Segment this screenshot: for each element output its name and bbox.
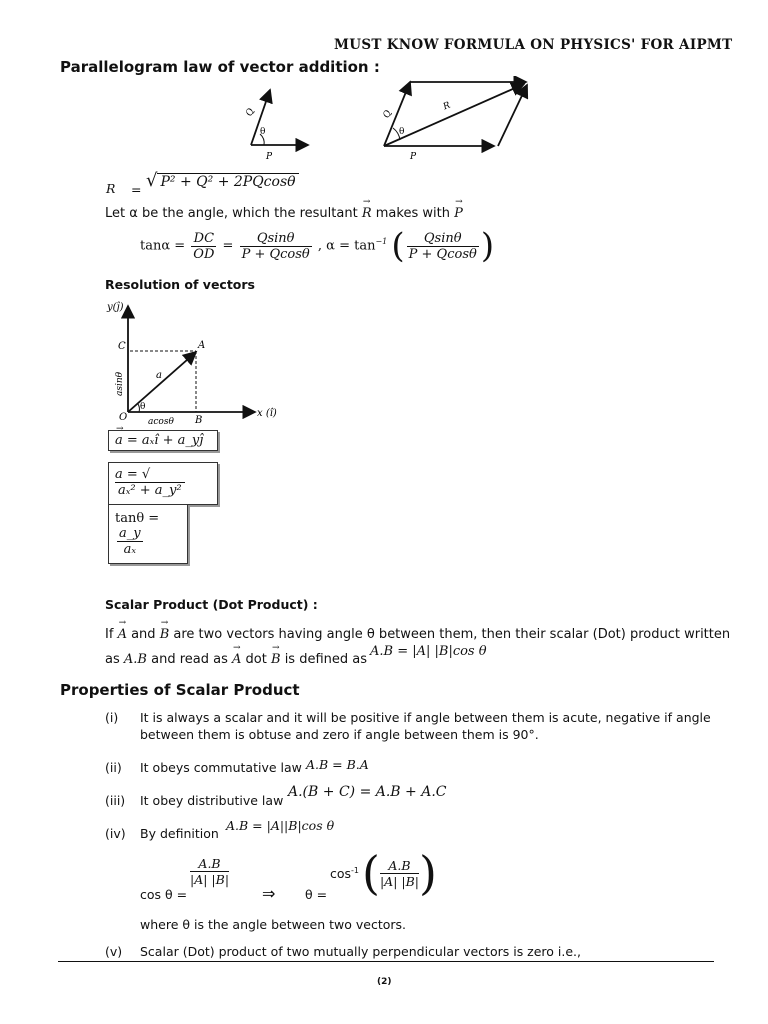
vector-b-2: B → <box>271 652 281 667</box>
parallelogram-heading: Parallelogram law of vector addition : <box>60 58 380 76</box>
property-iv-text: By definition <box>140 826 219 841</box>
resolution-heading: Resolution of vectors <box>105 277 255 292</box>
alpha-r-vector: R → <box>362 206 372 221</box>
resultant-lhs: R <box>106 181 116 196</box>
point-o-label: O <box>119 412 128 423</box>
tan-theta-formula-box <box>108 504 188 564</box>
box3-fraction: $\frac{a\_y}{\text{aₓ}}$ <box>119 526 141 557</box>
property-iv-formula: A.B = |A||B|cos θ <box>226 818 335 833</box>
dot-def-line-2: as A.B and read as A → dot B → is defined as <box>105 652 367 667</box>
vector-a-2: A → <box>232 652 241 667</box>
property-iv-number: (iv) <box>105 826 126 841</box>
where-theta-line: where θ is the angle between two vectors. <box>140 917 406 932</box>
point-b-label: B <box>195 415 203 426</box>
inverse-cos-fraction: ( $\frac{A.B}{|A| |B|}$ ) <box>362 846 437 900</box>
alpha-text-2: makes with <box>375 206 450 221</box>
box2-lhs: a = <box>115 467 138 482</box>
resolution-diagram <box>100 296 290 426</box>
properties-heading: Properties of Scalar Product <box>60 681 300 699</box>
a-dot-b: A.B <box>123 652 147 667</box>
cos-theta-fraction: A.B |A| |B| <box>190 856 230 887</box>
tan-alpha-formula: tanα = $\frac{DC}{OD}$ = $\frac{Qsin\theta}{P + Qcos\theta}$ , $\alpha = \tan^{-1}$ ( $\frac{Qsin\theta}{P + Qcos\theta}$ ) <box>140 226 495 266</box>
property-ii-number: (ii) <box>105 760 122 775</box>
resultant-formula: √ P² + Q² + 2PQcosθ <box>146 170 299 191</box>
tan-alpha-sep: , α = tan <box>317 238 376 254</box>
alpha-sentence <box>105 206 463 221</box>
diagram2-q-label: Q <box>381 109 394 120</box>
resultant-root: P² + Q² + 2PQcosθ <box>157 173 298 190</box>
diagram1-theta-label: θ <box>260 127 266 137</box>
theta-equals: θ = <box>305 887 328 902</box>
scalar-product-heading: Scalar Product (Dot Product) : <box>105 597 318 612</box>
vector-angle-diagram <box>236 84 316 164</box>
resultant-equals: = <box>131 182 142 197</box>
point-c-label: C <box>118 341 126 352</box>
property-ii-formula: A.B = B.A <box>306 757 369 772</box>
tan-alpha-sup: −1 <box>375 237 388 247</box>
cos-theta-lhs: cos θ = <box>140 887 188 902</box>
component-formula-box <box>108 430 218 451</box>
y-axis-label: y(ĵ) <box>107 302 124 313</box>
box1-lhs: a → <box>115 433 123 448</box>
tan-alpha-eq: = <box>222 238 234 254</box>
fraction-dc-od: $\frac{DC}{OD}$ <box>193 230 215 262</box>
diagram1-p-label: P <box>266 152 273 162</box>
property-v-text: Scalar (Dot) product of two mutually perpendicular vectors is zero i.e., <box>140 944 582 959</box>
acos-label: acosθ <box>148 417 174 426</box>
parallelogram-diagram <box>376 76 536 160</box>
theta-label: θ <box>140 402 146 412</box>
box1-rhs: = aₓî + a_yĵ <box>126 433 204 448</box>
asin-label: asinθ <box>115 371 125 396</box>
vector-a: A → <box>118 627 127 642</box>
inverse-cos-label: $\cos^{-1}$ <box>330 866 360 882</box>
fraction-qsin-1: $\frac{Qsin\theta}{P + Qcos\theta}$ <box>241 230 310 262</box>
implies-arrow: ⇒ <box>262 884 276 903</box>
property-iii-text: It obey distributive law <box>140 793 284 808</box>
alpha-p-vector: P → <box>454 206 463 221</box>
property-v-number: (v) <box>105 944 123 959</box>
diagram2-p-label: P <box>410 152 417 160</box>
property-i-text: It is always a scalar and it will be positive if angle between them is acute, negative if angle <box>140 710 711 725</box>
property-iii-formula: A.(B + C) = A.B + A.C <box>288 784 447 800</box>
diagram2-r-label: R <box>441 100 452 113</box>
page-number: (2) <box>377 977 392 987</box>
dot-product-definition-formula: A.B = |A| |B|cos θ <box>370 644 487 659</box>
box2-root: aₓ² + a_y² <box>115 482 185 498</box>
fraction-qsin-2: $\frac{Qsin\theta}{P + Qcos\theta}$ <box>408 230 477 262</box>
property-iii-number: (iii) <box>105 793 126 808</box>
property-i-number: (i) <box>105 710 119 725</box>
vector-a-label: a <box>156 370 162 381</box>
x-axis-label: x (î) <box>257 408 277 419</box>
point-a-label: A <box>198 340 206 351</box>
page-header-title: MUST KNOW FORMULA ON PHYSICS' FOR AIPMT <box>334 37 733 53</box>
footer-rule <box>58 961 714 962</box>
diagram2-theta-label: θ <box>399 127 405 137</box>
magnitude-formula-box: a = √aₓ² + a_y² <box>108 462 218 505</box>
box3-lhs: tanθ = <box>115 511 160 526</box>
property-i-text-2: between them is obtuse and zero if angle between them is 90°. <box>140 727 539 742</box>
diagram1-q-label: Q <box>244 107 257 118</box>
alpha-text-1: Let α be the angle, which the resultant <box>105 206 358 221</box>
vector-b: B → <box>160 627 170 642</box>
property-ii-text: It obeys commutative law <box>140 760 302 775</box>
dot-def-line-1: If A → and B → are two vectors having angle θ between them, then their scalar (Dot) product written <box>105 627 730 642</box>
tan-alpha-lhs: tanα = <box>140 238 186 254</box>
